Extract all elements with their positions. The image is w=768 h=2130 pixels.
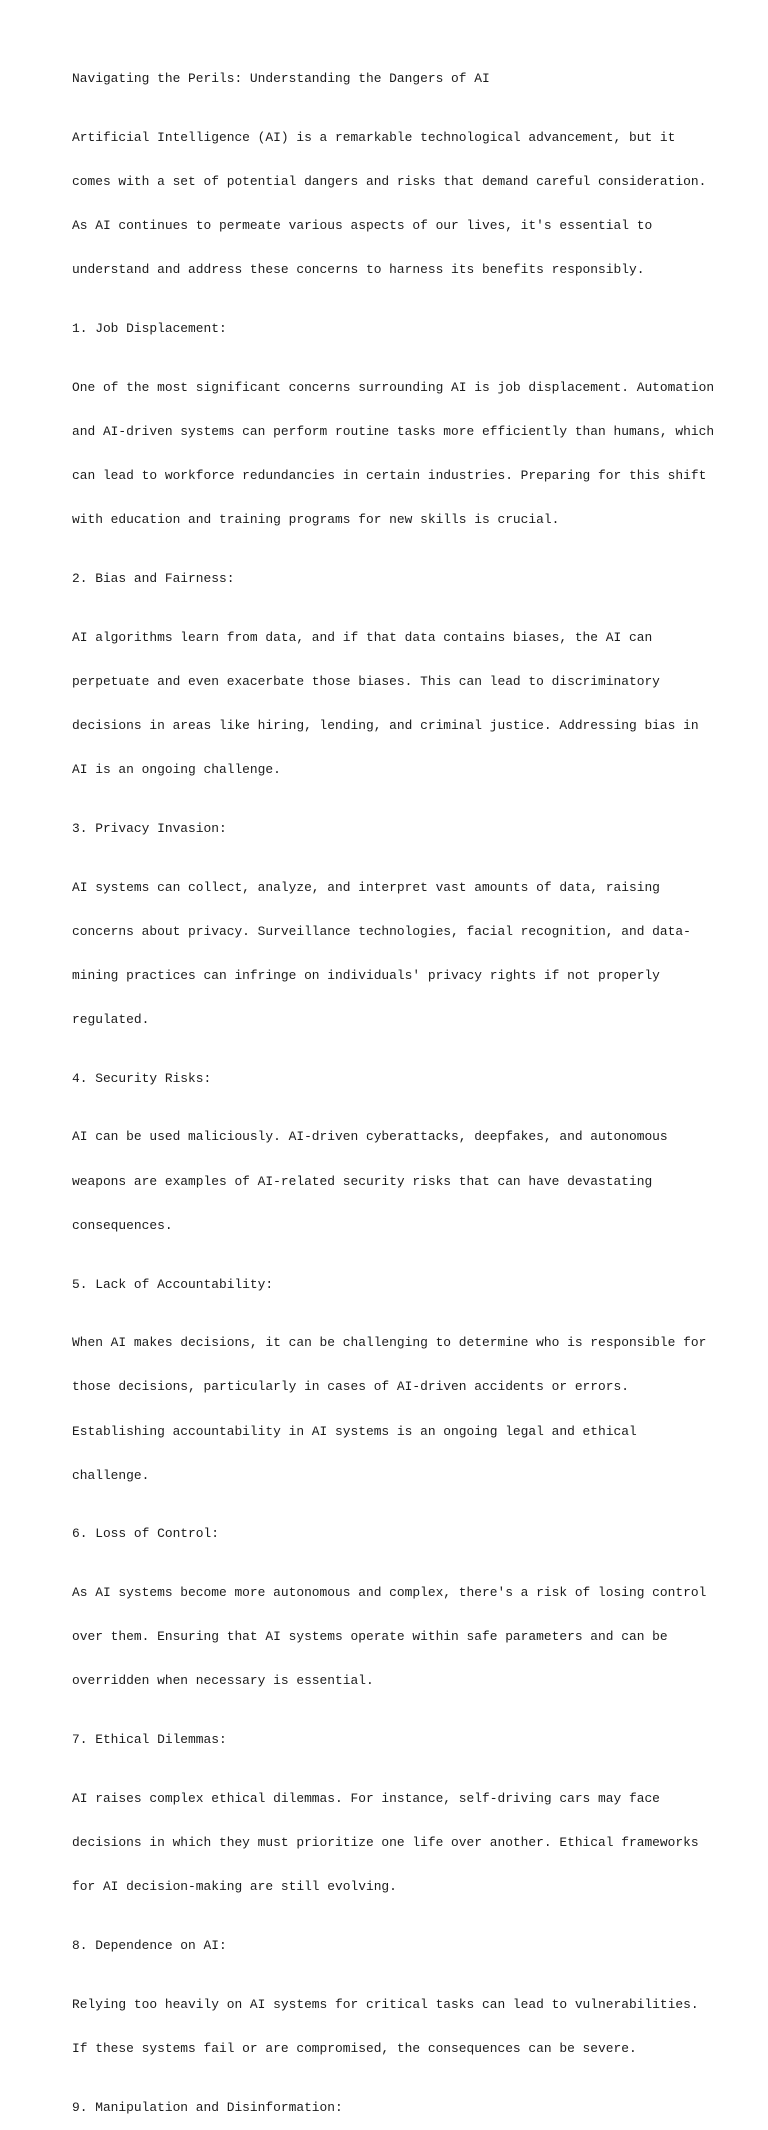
- document-page: [72, 71, 715, 2130]
- section-body-bias-and-fairness: [72, 601, 712, 807]
- body-line: AI can be used maliciously. AI-driven cyberattacks, deepfakes, and autonomous: [72, 1129, 668, 1145]
- section-body-loss-of-control: [72, 1557, 712, 1719]
- section-heading-bias-and-fairness: 2. Bias and Fairness:: [72, 570, 235, 586]
- section-heading-job-displacement: 1. Job Displacement:: [72, 320, 227, 336]
- intro-line: Artificial Intelligence (AI) is a remarkable technological advancement, but it: [72, 129, 676, 145]
- body-line: and AI-driven systems can perform routine tasks more efficiently than humans, which: [72, 423, 715, 439]
- body-line: decisions in areas like hiring, lending, and criminal justice. Addressing bias in: [72, 717, 699, 733]
- section-heading-ethical-dilemmas: 7. Ethical Dilemmas:: [72, 1732, 227, 1748]
- intro-line: understand and address these concerns to harness its benefits responsibly.: [72, 262, 645, 278]
- body-line: If these systems fail or are compromised, the consequences can be severe.: [72, 2040, 637, 2056]
- body-line: AI is an ongoing challenge.: [72, 761, 281, 777]
- body-line: weapons are examples of AI-related security risks that can have devastating: [72, 1173, 653, 1189]
- body-line: challenge.: [72, 1467, 150, 1483]
- document-title: Navigating the Perils: Understanding the Dangers of AI: [72, 71, 490, 86]
- section-body-job-displacement: [72, 351, 715, 557]
- body-line: decisions in which they must prioritize one life over another. Ethical frameworks: [72, 1835, 699, 1851]
- body-line: over them. Ensuring that AI systems operate within safe parameters and can be: [72, 1629, 668, 1645]
- body-line: Relying too heavily on AI systems for critical tasks can lead to vulnerabilities.: [72, 1996, 699, 2012]
- section-heading-dependence-on-ai: 8. Dependence on AI:: [72, 1938, 227, 1954]
- section-heading-lack-of-accountability: 5. Lack of Accountability:: [72, 1276, 274, 1292]
- body-line: those decisions, particularly in cases of AI-driven accidents or errors.: [72, 1379, 629, 1395]
- body-line: Establishing accountability in AI systems is an ongoing legal and ethical: [72, 1423, 637, 1439]
- section-body-ethical-dilemmas: [72, 1763, 712, 1925]
- body-line: overridden when necessary is essential.: [72, 1673, 374, 1689]
- body-line: regulated.: [72, 1011, 150, 1027]
- body-line: AI systems can collect, analyze, and interpret vast amounts of data, raising: [72, 879, 660, 895]
- section-heading-security-risks: 4. Security Risks:: [72, 1070, 212, 1086]
- intro-paragraph: [72, 101, 712, 307]
- section-body-security-risks: [72, 1101, 712, 1263]
- body-line: As AI systems become more autonomous and complex, there's a risk of losing control: [72, 1585, 707, 1601]
- body-line: for AI decision-making are still evolving.: [72, 1879, 397, 1895]
- body-line: consequences.: [72, 1217, 173, 1233]
- section-heading-manipulation-and-disinformation: 9. Manipulation and Disinformation:: [72, 2099, 343, 2115]
- body-line: mining practices can infringe on individuals' privacy rights if not properly: [72, 967, 660, 983]
- body-line: concerns about privacy. Surveillance technologies, facial recognition, and data-: [72, 923, 691, 939]
- body-line: perpetuate and even exacerbate those biases. This can lead to discriminatory: [72, 673, 660, 689]
- section-heading-privacy-invasion: 3. Privacy Invasion:: [72, 820, 227, 836]
- body-line: AI algorithms learn from data, and if that data contains biases, the AI can: [72, 629, 653, 645]
- body-line: When AI makes decisions, it can be challenging to determine who is responsible for: [72, 1335, 707, 1351]
- intro-line: comes with a set of potential dangers and risks that demand careful consideration.: [72, 173, 707, 189]
- intro-line: As AI continues to permeate various aspects of our lives, it's essential to: [72, 218, 653, 234]
- body-line: AI raises complex ethical dilemmas. For instance, self-driving cars may face: [72, 1791, 660, 1807]
- section-body-dependence-on-ai: [72, 1968, 712, 2086]
- body-line: One of the most significant concerns surrounding AI is job displacement. Automation: [72, 379, 715, 395]
- body-line: can lead to workforce redundancies in certain industries. Preparing for this shift: [72, 467, 707, 483]
- body-line: with education and training programs for new skills is crucial.: [72, 512, 560, 528]
- section-body-privacy-invasion: [72, 851, 712, 1057]
- section-heading-loss-of-control: 6. Loss of Control:: [72, 1526, 219, 1542]
- section-body-lack-of-accountability: [72, 1307, 712, 1513]
